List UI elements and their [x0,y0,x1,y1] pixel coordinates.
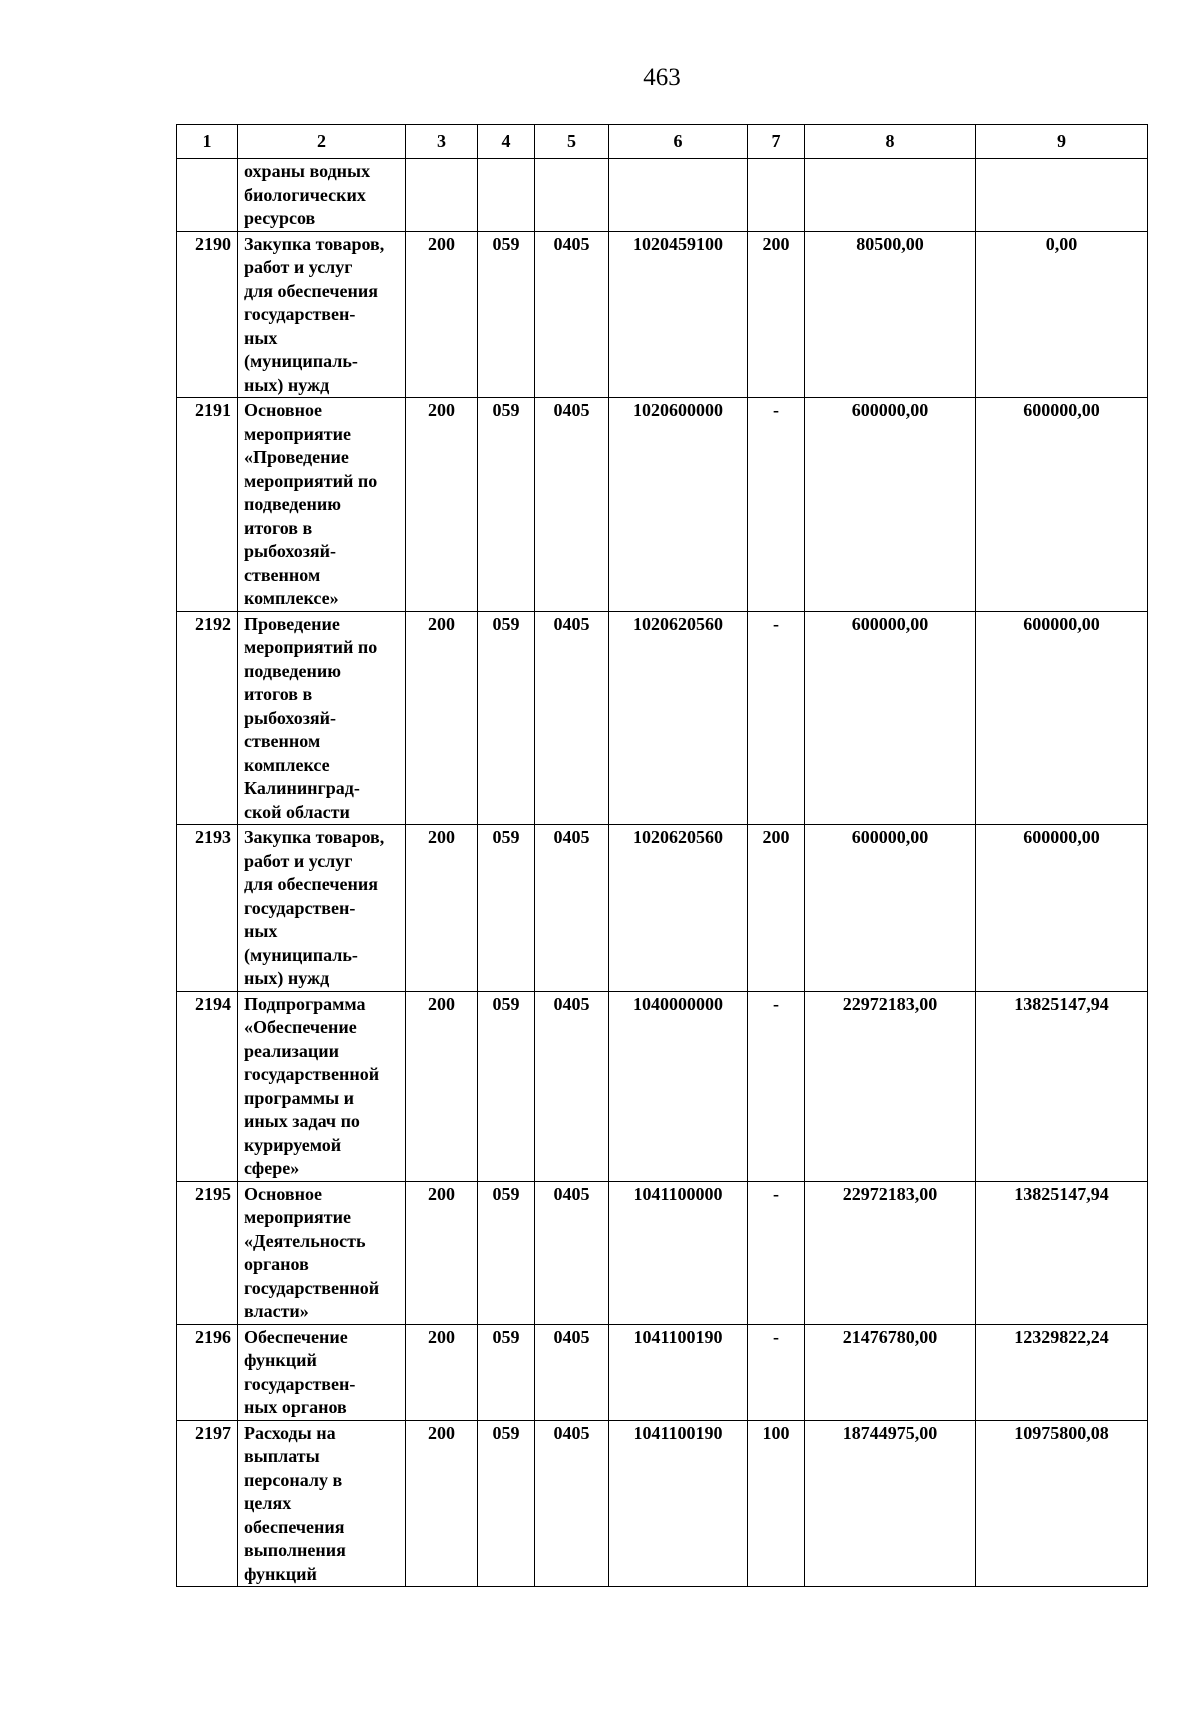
code-cell: 200 [406,1420,478,1587]
table-row [177,611,1148,825]
item-name-cell: Основное мероприятие «Проведение мероприятий по подведению итогов в рыбохозяй- ственном комплексе» [238,398,406,612]
target-article-cell: 1041100190 [609,1420,748,1587]
table-row [177,1181,1148,1324]
expense-type-cell: - [748,991,805,1181]
amount-planned-cell: 80500,00 [805,231,976,398]
header-cell: 7 [748,125,805,159]
table-row [177,231,1148,398]
expense-type-cell: - [748,398,805,612]
code-cell: 200 [406,991,478,1181]
expense-type-cell: 100 [748,1420,805,1587]
target-article-cell: 1020459100 [609,231,748,398]
item-name-cell: охраны водных биологических ресурсов [238,159,406,232]
code-cell: 200 [406,398,478,612]
department-code-cell: 059 [478,1420,535,1587]
row-number-cell: 2197 [177,1420,238,1587]
code-cell [406,159,478,232]
amount-actual-cell: 0,00 [976,231,1148,398]
table-row [177,825,1148,992]
department-code-cell: 059 [478,398,535,612]
item-name-cell: Закупка товаров, работ и услуг для обеспечения государствен- ных (муниципаль- ных) нужд [238,231,406,398]
section-code-cell: 0405 [535,1420,609,1587]
department-code-cell: 059 [478,1324,535,1420]
amount-planned-cell: 22972183,00 [805,991,976,1181]
amount-planned-cell [805,159,976,232]
target-article-cell: 1040000000 [609,991,748,1181]
amount-actual-cell: 600000,00 [976,825,1148,992]
department-code-cell [478,159,535,232]
section-code-cell: 0405 [535,231,609,398]
row-number-cell: 2192 [177,611,238,825]
row-number-cell: 2190 [177,231,238,398]
department-code-cell: 059 [478,611,535,825]
amount-actual-cell: 10975800,08 [976,1420,1148,1587]
table-row [177,1324,1148,1420]
department-code-cell: 059 [478,991,535,1181]
table-row [177,159,1148,232]
header-cell: 2 [238,125,406,159]
expense-type-cell: 200 [748,231,805,398]
target-article-cell: 1020620560 [609,825,748,992]
code-cell: 200 [406,825,478,992]
target-article-cell: 1041100190 [609,1324,748,1420]
target-article-cell [609,159,748,232]
amount-actual-cell [976,159,1148,232]
header-cell: 4 [478,125,535,159]
amount-planned-cell: 600000,00 [805,825,976,992]
row-number-cell [177,159,238,232]
row-number-cell: 2191 [177,398,238,612]
amount-planned-cell: 18744975,00 [805,1420,976,1587]
amount-actual-cell: 13825147,94 [976,991,1148,1181]
code-cell: 200 [406,1324,478,1420]
table-row [177,1420,1148,1587]
amount-actual-cell: 600000,00 [976,611,1148,825]
row-number-cell: 2193 [177,825,238,992]
code-cell: 200 [406,1181,478,1324]
row-number-cell: 2194 [177,991,238,1181]
section-code-cell: 0405 [535,991,609,1181]
header-cell: 8 [805,125,976,159]
section-code-cell [535,159,609,232]
item-name-cell: Проведение мероприятий по подведению итогов в рыбохозяй- ственном комплексе Калининград- ской области [238,611,406,825]
header-cell: 9 [976,125,1148,159]
target-article-cell: 1020600000 [609,398,748,612]
header-cell: 6 [609,125,748,159]
item-name-cell: Основное мероприятие «Деятельность органов государственной власти» [238,1181,406,1324]
department-code-cell: 059 [478,231,535,398]
row-number-cell: 2195 [177,1181,238,1324]
item-name-cell: Обеспечение функций государствен- ных органов [238,1324,406,1420]
target-article-cell: 1041100000 [609,1181,748,1324]
section-code-cell: 0405 [535,611,609,825]
amount-planned-cell: 21476780,00 [805,1324,976,1420]
expense-type-cell: - [748,1181,805,1324]
header-cell: 3 [406,125,478,159]
amount-actual-cell: 600000,00 [976,398,1148,612]
section-code-cell: 0405 [535,1181,609,1324]
expense-type-cell: 200 [748,825,805,992]
header-cell: 1 [177,125,238,159]
code-cell: 200 [406,231,478,398]
table-row [177,398,1148,612]
amount-planned-cell: 22972183,00 [805,1181,976,1324]
amount-planned-cell: 600000,00 [805,611,976,825]
row-number-cell: 2196 [177,1324,238,1420]
header-row [177,125,1148,159]
budget-table [176,124,1148,1587]
section-code-cell: 0405 [535,398,609,612]
amount-actual-cell: 12329822,24 [976,1324,1148,1420]
item-name-cell: Расходы на выплаты персоналу в целях обеспечения выполнения функций [238,1420,406,1587]
code-cell: 200 [406,611,478,825]
department-code-cell: 059 [478,825,535,992]
expense-type-cell [748,159,805,232]
amount-planned-cell: 600000,00 [805,398,976,612]
item-name-cell: Закупка товаров, работ и услуг для обеспечения государствен- ных (муниципаль- ных) нужд [238,825,406,992]
table-row [177,991,1148,1181]
section-code-cell: 0405 [535,1324,609,1420]
expense-type-cell: - [748,611,805,825]
section-code-cell: 0405 [535,825,609,992]
expense-type-cell: - [748,1324,805,1420]
department-code-cell: 059 [478,1181,535,1324]
target-article-cell: 1020620560 [609,611,748,825]
item-name-cell: Подпрограмма «Обеспечение реализации государственной программы и иных задач по курируемой сфере» [238,991,406,1181]
header-cell: 5 [535,125,609,159]
amount-actual-cell: 13825147,94 [976,1181,1148,1324]
page-number: 463 [643,64,681,91]
